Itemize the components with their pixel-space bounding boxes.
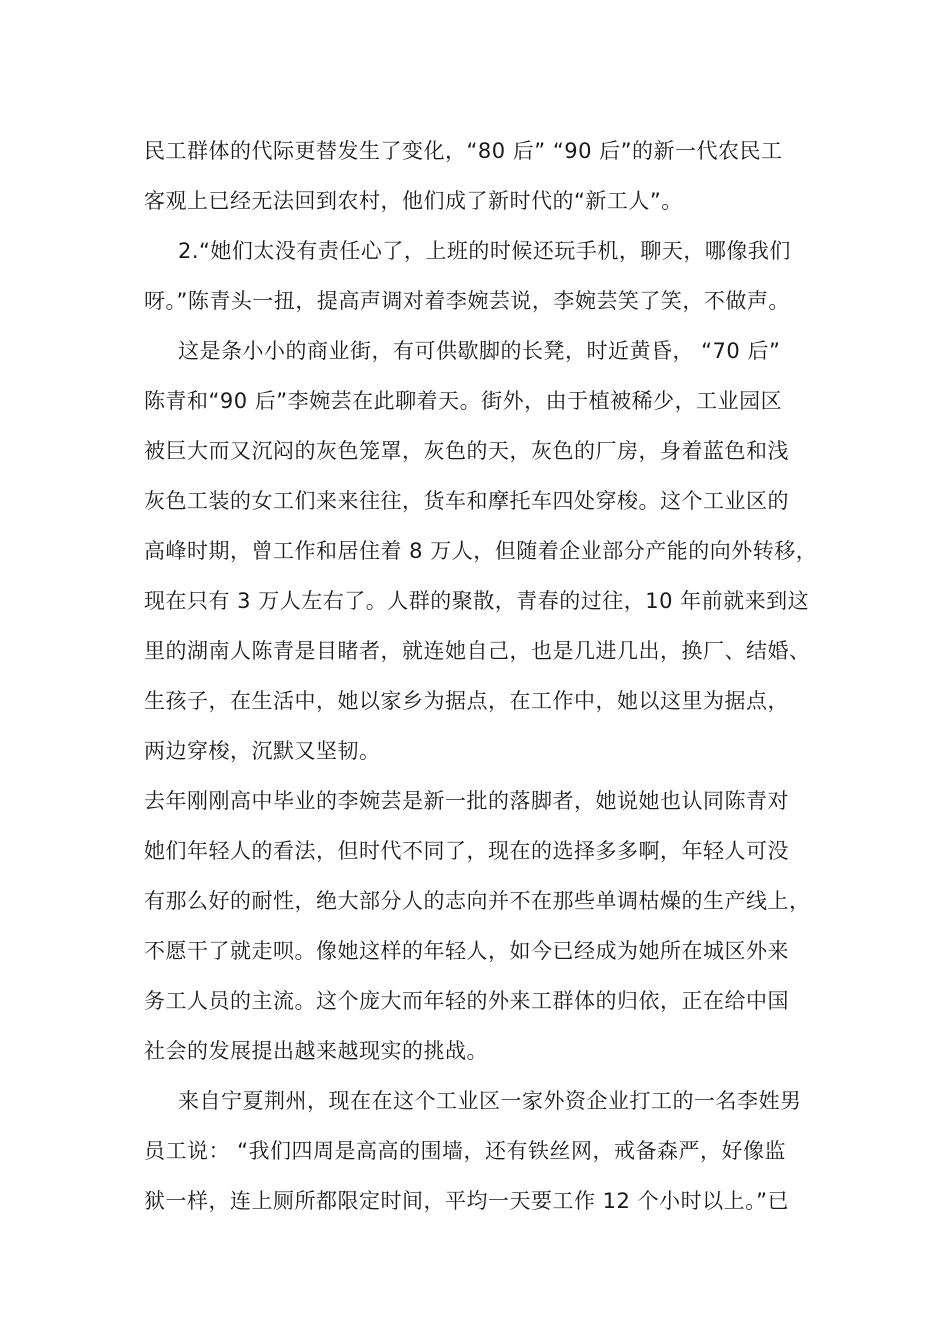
text-line-8: 灰色工装的女工们来来往往，货车和摩托车四处穿梭。这个工业区的 xyxy=(144,489,789,513)
text-line-5: 这是条小小的商业街，有可供歇脚的长凳，时近黄昏， “70 后” xyxy=(178,339,781,363)
text-line-18: 务工人员的主流。这个庞大而年轻的外来工群体的归依，正在给中国 xyxy=(144,989,789,1013)
text-line-22: 狱一样，连上厕所都限定时间，平均一天要工作 12 个小时以上。”已 xyxy=(144,1189,789,1213)
text-line-15: 她们年轻人的看法，但时代不同了，现在的选择多多啊，年轻人可没 xyxy=(144,839,789,863)
text-line-12: 生孩子，在生活中，她以家乡为据点，在工作中，她以这里为据点， xyxy=(144,689,789,713)
text-line-4: 呀。”陈青头一扭，提高声调对着李婉芸说，李婉芸笑了笑，不做声。 xyxy=(144,289,790,313)
text-line-10: 现在只有 3 万人左右了。人群的聚散，青春的过往，10 年前就来到这 xyxy=(144,589,810,613)
text-line-21: 员工说： “我们四周是高高的围墙，还有铁丝网，戒备森严，好像监 xyxy=(144,1139,787,1163)
text-line-3: 2.“她们太没有责任心了，上班的时候还玩手机，聊天，哪像我们 xyxy=(178,239,791,263)
text-line-1: 民工群体的代际更替发生了变化，“80 后” “90 后”的新一代农民工 xyxy=(144,139,783,163)
text-line-7: 被巨大而又沉闷的灰色笼罩，灰色的天，灰色的厂房，身着蓝色和浅 xyxy=(144,439,789,463)
text-line-9: 高峰时期，曾工作和居住着 8 万人，但随着企业部分产能的向外转移， xyxy=(144,539,818,563)
text-line-16: 有那么好的耐性，绝大部分人的志向并不在那些单调枯燥的生产线上， xyxy=(144,889,811,913)
text-line-14: 去年刚刚高中毕业的李婉芸是新一批的落脚者，她说她也认同陈青对 xyxy=(144,789,789,813)
text-line-20: 来自宁夏荆州，现在在这个工业区一家外资企业打工的一名李姓男 xyxy=(178,1089,802,1113)
text-line-6: 陈青和“90 后”李婉芸在此聊着天。街外，由于植被稀少，工业园区 xyxy=(144,389,783,413)
text-line-17: 不愿干了就走呗。像她这样的年轻人，如今已经成为她所在城区外来 xyxy=(144,939,789,963)
text-line-19: 社会的发展提出越来越现实的挑战。 xyxy=(144,1039,488,1063)
text-line-11: 里的湖南人陈青是目睹者，就连她自己，也是几进几出，换厂、结婚、 xyxy=(144,639,811,663)
text-line-2: 客观上已经无法回到农村，他们成了新时代的“新工人”。 xyxy=(144,189,683,213)
text-line-13: 两边穿梭，沉默又坚韧。 xyxy=(144,739,381,763)
